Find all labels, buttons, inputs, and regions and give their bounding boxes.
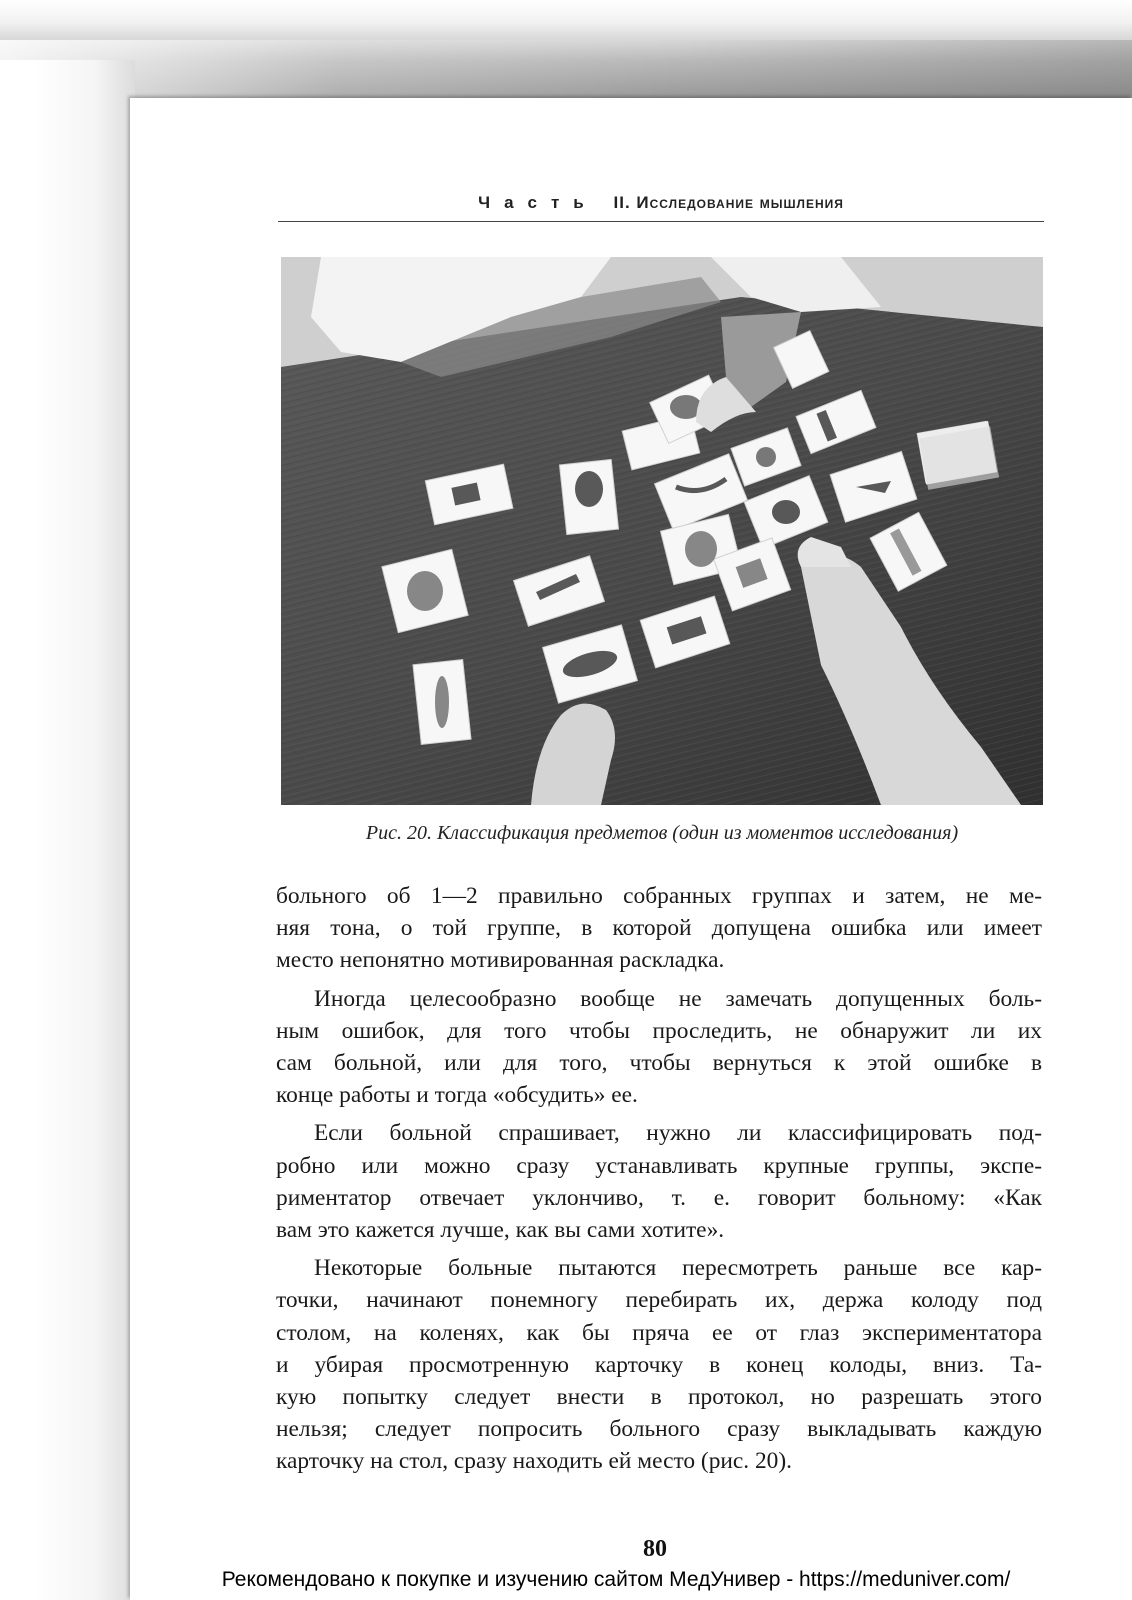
text-line: и убирая просмотренную карточку в конец колоды, вниз. Та-	[276, 1351, 1042, 1378]
body-text	[276, 880, 1042, 1484]
text-line: робно или можно сразу устанавливать крупные группы, экспе-	[276, 1152, 1042, 1179]
photo-illustration	[281, 257, 1043, 805]
running-header-title: Исследование мышления	[636, 193, 844, 212]
scan-left-margin	[0, 60, 135, 1600]
header-rule	[278, 221, 1044, 222]
paragraph-3	[276, 1117, 1042, 1246]
running-header	[278, 193, 1044, 223]
text-line: Некоторые больные пытаются пересмотреть раньше все кар-	[314, 1255, 1042, 1282]
text-line: няя тона, о той группе, в которой допущена ошибка или имеет	[276, 915, 1042, 942]
footer-watermark-text: Рекомендовано к покупке и изучению сайтом МедУнивер - https://meduniver.com/	[221, 1568, 1011, 1591]
page-number: 80	[643, 1536, 667, 1562]
running-header-number: II.	[613, 193, 631, 212]
paragraph-1	[276, 880, 1042, 977]
text-line: вам это кажется лучше, как вы сами хотите».	[276, 1217, 725, 1244]
running-header-part: Часть	[478, 193, 598, 212]
text-line: конце работы и тогда «обсудить» ее.	[276, 1082, 638, 1109]
figure-photo	[281, 257, 1043, 805]
text-line: Если больной спрашивает, нужно ли классифицировать под-	[314, 1120, 1042, 1147]
text-line: больного об 1—2 правильно собранных группах и затем, не ме-	[276, 883, 1042, 909]
paragraph-2	[276, 983, 1042, 1112]
text-line: Иногда целесообразно вообще не замечать допущенных боль-	[314, 985, 1042, 1012]
text-line: место непонятно мотивированная раскладка.	[276, 947, 725, 974]
text-line: сам больной, или для того, чтобы вернуться к этой ошибке в	[276, 1050, 1042, 1077]
text-line: точки, начинают понемногу перебирать их, держа колоду под	[276, 1287, 1042, 1314]
text-line: кую попытку следует внести в протокол, но разрешать этого	[276, 1384, 1042, 1411]
text-line: столом, на коленях, как бы пряча ее от глаз экспериментатора	[276, 1319, 1042, 1346]
figure-caption: Рис. 20. Классификация предметов (один из моментов исследования)	[365, 822, 959, 844]
text-line: ным ошибок, для того чтобы проследить, не обнаружит ли их	[276, 1017, 1042, 1044]
text-line: карточку на стол, сразу находить ей место (рис. 20).	[276, 1448, 793, 1475]
text-line: нельзя; следует попросить больного сразу выкладывать каждую	[276, 1416, 1042, 1443]
text-line: риментатор отвечает уклончиво, т. е. говорит больному: «Как	[276, 1184, 1042, 1211]
paragraph-4	[276, 1252, 1042, 1477]
